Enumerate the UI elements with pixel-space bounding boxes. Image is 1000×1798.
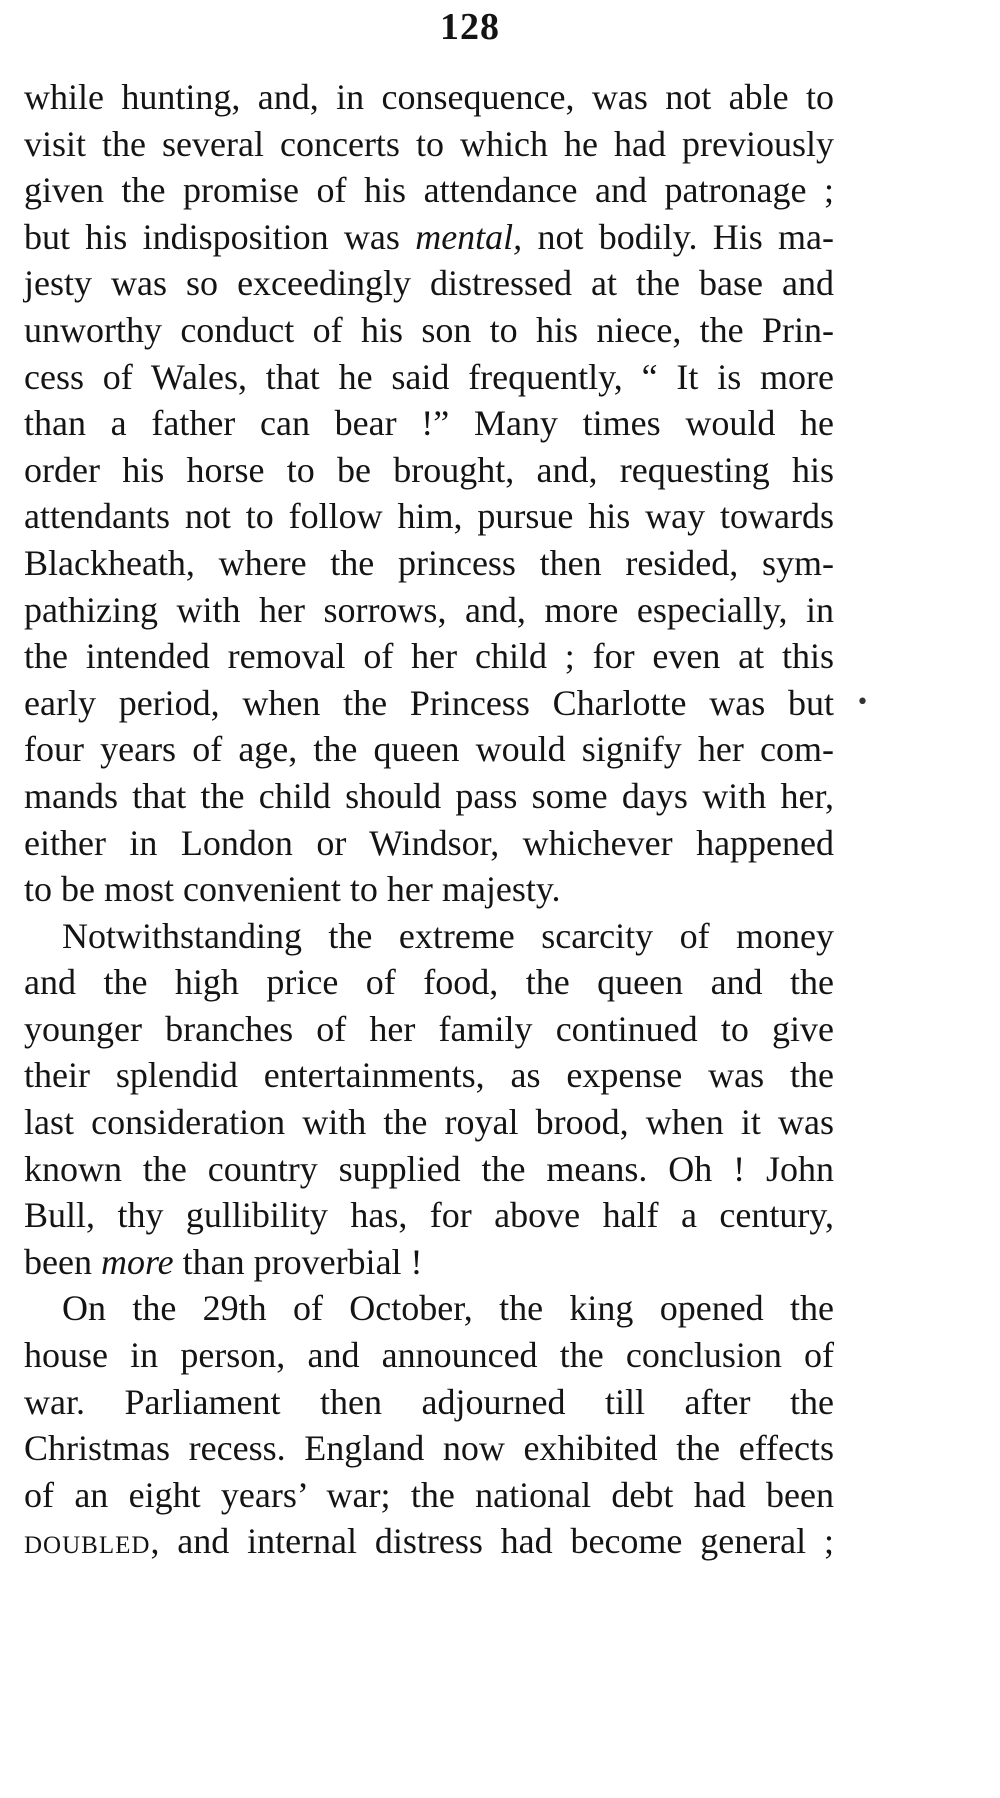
text-segment: the intended removal of her child ; for even at this xyxy=(24,636,834,677)
text-segment: and the high price of food, the queen and the xyxy=(24,962,834,1003)
text-line xyxy=(24,1285,834,1332)
text-segment: last consideration with the royal brood, when it was xyxy=(24,1102,834,1143)
text-segment: Blackheath, where the princess then resided, sym- xyxy=(24,542,834,583)
text-segment: attendants not to follow him, pursue his way towards xyxy=(24,496,834,537)
text-line xyxy=(24,400,834,447)
text-segment: unworthy conduct of his son to his niece, the Prin- xyxy=(24,309,834,350)
text-line xyxy=(24,354,834,401)
text-line xyxy=(24,121,834,168)
italic-text: more xyxy=(100,1241,174,1282)
text-line xyxy=(24,74,834,121)
text-segment: mands that the child should pass some days with her, xyxy=(24,775,834,816)
italic-text: mental, xyxy=(415,216,523,257)
text-segment: Notwithstanding the extreme scarcity of money xyxy=(62,915,834,956)
text-segment: On the 29th of October, the king opened the xyxy=(62,1288,834,1329)
text-segment: than proverbial ! xyxy=(173,1241,423,1282)
text-line xyxy=(24,726,834,773)
text-line xyxy=(24,1099,834,1146)
text-segment: war. Parliament then adjourned till after the xyxy=(24,1381,834,1422)
text-line xyxy=(24,167,834,214)
text-line xyxy=(24,214,834,261)
margin-mark: • xyxy=(856,690,869,715)
text-segment: Christmas recess. England now exhibited the effects xyxy=(24,1428,834,1469)
text-line xyxy=(24,1332,834,1379)
text-segment: but his indisposition was xyxy=(24,216,416,257)
text-line xyxy=(24,866,834,913)
body-text xyxy=(24,74,834,1565)
text-segment: to be most convenient to her majesty. xyxy=(24,869,561,910)
text-segment: Bull, thy gullibility has, for above half a century, xyxy=(24,1195,834,1236)
text-line xyxy=(24,307,834,354)
text-segment: while hunting, and, in consequence, was not able to xyxy=(24,77,834,117)
text-segment: their splendid entertainments, as expense was the xyxy=(24,1055,834,1096)
text-line xyxy=(24,1425,834,1472)
text-segment: younger branches of her family continued to give xyxy=(24,1008,834,1049)
text-segment: of an eight years’ war; the national debt had been xyxy=(24,1474,834,1515)
text-segment: not bodily. His ma- xyxy=(522,216,834,257)
text-line xyxy=(24,1239,834,1286)
text-segment: than a father can bear !” Many times would he xyxy=(24,403,834,444)
text-segment: early period, when the Princess Charlotte was but xyxy=(24,682,834,723)
text-line xyxy=(24,1472,834,1519)
text-segment: either in London or Windsor, whichever happened xyxy=(24,822,834,863)
text-segment: known the country supplied the means. Oh ! John xyxy=(24,1148,834,1189)
text-segment: jesty was so exceedingly distressed at the base and xyxy=(24,263,834,304)
text-line xyxy=(24,773,834,820)
text-segment: pathizing with her sorrows, and, more especially, in xyxy=(24,589,834,630)
text-line xyxy=(24,959,834,1006)
text-line xyxy=(24,540,834,587)
text-line xyxy=(24,587,834,634)
text-line xyxy=(24,680,834,727)
text-line xyxy=(24,1052,834,1099)
text-line xyxy=(24,633,834,680)
text-line xyxy=(24,260,834,307)
text-segment: given the promise of his attendance and patronage ; xyxy=(24,170,834,211)
text-line xyxy=(24,1146,834,1193)
text-line xyxy=(24,820,834,867)
text-line xyxy=(24,1518,834,1565)
text-line xyxy=(24,1006,834,1053)
small-caps-text: doubled xyxy=(24,1521,151,1562)
text-line xyxy=(24,1192,834,1239)
text-line xyxy=(24,913,834,960)
text-segment: visit the several concerts to which he had previously xyxy=(24,123,834,164)
text-segment: , and internal distress had become general ; xyxy=(150,1521,834,1562)
text-segment: been xyxy=(24,1241,101,1282)
text-segment: four years of age, the queen would signify her com- xyxy=(24,729,834,770)
text-segment: order his horse to be brought, and, requesting his xyxy=(24,449,834,490)
text-segment: cess of Wales, that he said frequently, “ It is more xyxy=(24,356,834,397)
text-line xyxy=(24,493,834,540)
text-line xyxy=(24,447,834,494)
page-number: 128 xyxy=(440,6,500,48)
text-line xyxy=(24,1379,834,1426)
text-segment: house in person, and announced the conclusion of xyxy=(24,1335,834,1376)
